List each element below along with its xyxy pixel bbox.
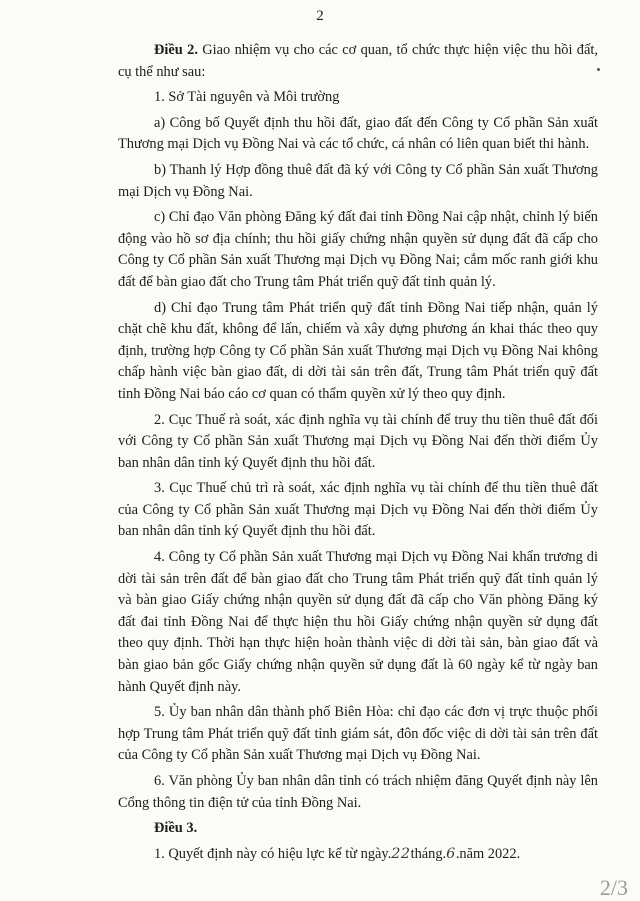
page-count-mark: 2/3: [599, 875, 628, 900]
handwritten-day: 22: [391, 845, 411, 862]
article-2-item-1c: c) Chỉ đạo Văn phòng Đăng ký đất đai tỉnh Đồng Nai cập nhật, chỉnh lý biến động vào hồ sơ địa chính; thu hồi giấy chứng nhận quyền sử dụng đất đã cấp cho Công ty Cổ phần Sản xuất Thương mại Dịch vụ Đồng Nai; cắm mốc ranh giới khu đất để bàn giao đất cho Trung tâm Phát triển quỹ đất tỉnh quản lý.: [118, 209, 598, 290]
article-3-label: Điều 3.: [154, 820, 198, 837]
article-2-item-2: 2. Cục Thuế rà soát, xác định nghĩa vụ tài chính để truy thu tiền thuê đất đối với Công ty Cổ phần Sản xuất Thương mại Dịch vụ Đồng Nai đến thời điểm Ủy ban nhân dân tỉnh ký Quyết định thu hồi đất.: [118, 411, 598, 471]
year-label: .năm 2022.: [455, 845, 521, 862]
article-3-heading: [118, 818, 598, 840]
document-body: [118, 40, 598, 869]
handwritten-month: 6: [446, 845, 456, 862]
article-2-item-3: 3. Cục Thuế chủ trì rà soát, xác định nghĩa vụ tài chính để thu tiền thuê đất của Công ty Cổ phần Sản xuất Thương mại Dịch vụ Đồng Nai đến thời điểm Ủy ban nhân dân tỉnh ký Quyết định thu hồi đất.: [118, 480, 598, 540]
article-2-item-1d: d) Chỉ đạo Trung tâm Phát triển quỹ đất tỉnh Đồng Nai tiếp nhận, quản lý chặt chẽ khu đất, không để lấn, chiếm và xây dựng phương án khai thác theo quy định, trường hợp Công ty Cổ phần Sản xuất Thương mại Dịch vụ Đồng Nai không chấp hành việc bàn giao đất, di dời tài sản trên đất, Trung tâm Phát triển quỹ đất tỉnh Đồng Nai báo cáo cơ quan có thẩm quyền xử lý theo quy định.: [118, 299, 598, 402]
article-2-item-6: 6. Văn phòng Ủy ban nhân dân tỉnh có trách nhiệm đăng Quyết định này lên Cổng thông tin điện tử của tỉnh Đồng Nai.: [118, 773, 598, 811]
article-3-item-1: [118, 844, 598, 866]
article-2-item-5: 5. Ủy ban nhân dân thành phố Biên Hòa: chỉ đạo các đơn vị trực thuộc phối hợp Trung tâm Phát triển quỹ đất tỉnh giám sát, đôn đốc việc di dời tài sản trên đất của Công ty Cổ phần Sản xuất Thương mại Dịch vụ Đồng Nai.: [118, 704, 598, 764]
article-2-intro-text: Giao nhiệm vụ cho các cơ quan, tổ chức thực hiện việc thu hồi đất, cụ thể như sau:: [118, 42, 598, 80]
month-label: tháng.: [410, 845, 447, 862]
article-2-intro: [118, 40, 598, 83]
article-2-label: Điều 2.: [154, 42, 198, 58]
article-2-item-1b: b) Thanh lý Hợp đồng thuê đất đã ký với Công ty Cổ phần Sản xuất Thương mại Dịch vụ Đồng Nai.: [118, 161, 598, 200]
article-2-item-1: 1. Sở Tài nguyên và Môi trường: [154, 89, 340, 106]
article-3-item-1-prefix: 1. Quyết định này có hiệu lực kể từ ngày.: [154, 845, 392, 862]
article-2-item-4: 4. Công ty Cổ phần Sản xuất Thương mại Dịch vụ Đồng Nai khẩn trương di dời tài sản trên đất để bàn giao đất cho Trung tâm Phát triển quỹ đất tỉnh quản lý và bàn giao Giấy chứng nhận quyền sử dụng đất đã cấp cho Văn phòng Đăng ký đất đai tỉnh Đồng Nai để thực hiện thu hồi Giấy chứng nhận quyền sử dụng đất theo quy định. Thời hạn thực hiện hoàn thành việc di dời tài sản, bàn giao đất và bàn giao bản gốc Giấy chứng nhận quyền sử dụng đất là 60 ngày kể từ ngày ban hành Quyết định này.: [118, 549, 598, 695]
article-2-item-1a: a) Công bố Quyết định thu hồi đất, giao đất đến Công ty Cổ phần Sản xuất Thương mại Dịch vụ Đồng Nai và các tổ chức, cá nhân có liên quan biết thi hành.: [118, 114, 598, 153]
page-number: 2: [316, 8, 324, 24]
